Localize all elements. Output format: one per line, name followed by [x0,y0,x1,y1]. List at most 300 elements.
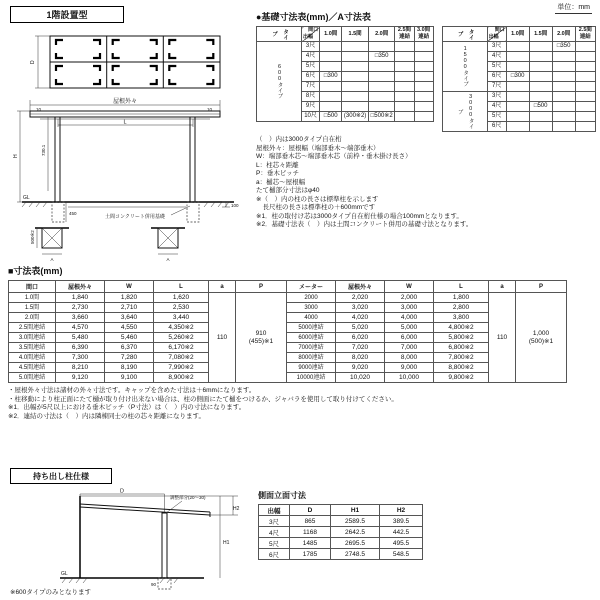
col-header: 2.5間連結 [395,27,414,42]
h1-dim-label: H1 [223,540,230,546]
note-line: 長尺柱の長さは標準柱の＋600mmです [256,204,376,211]
foundation-value-cell [320,82,342,92]
dimension-value: 7,080※2 [154,353,209,363]
plan-depth-label: D [30,60,36,64]
depth-size-cell: 4尺 [259,527,290,538]
col-header: 1.0間 [320,27,342,42]
dimension-value: 6,800※2 [434,343,489,353]
depth-size-cell: 4尺 [487,52,506,62]
foundation-value-cell [342,42,369,52]
depth-size-cell: 3尺 [259,516,290,527]
dimension-notes [8,387,596,421]
note-line: 屋根外々：屋根幅（端部垂木～端部垂木） [256,144,380,152]
dimension-value: 7,020 [336,343,385,353]
dimension-value: 2,710 [105,303,154,313]
dimension-value: 7,990※2 [154,363,209,373]
dimension-value: 2,020 [336,293,385,303]
foundation-section [256,10,596,230]
col-header: 1.0間 [506,27,529,42]
foundation-value-cell: □350 [552,42,575,52]
d-value: 1168 [290,527,331,538]
span-label: 4.0間連結 [9,353,56,363]
embed-depth-label: 450 [69,211,77,216]
foundation-value-cell [552,122,575,132]
foundation-value-cell [395,112,414,122]
foundation-value-cell [395,72,414,82]
h1-value: 2642.5 [331,527,380,538]
note-line: ※1．柱の取付け芯は3000タイプ自在桁仕様の場合100mmとなります。 [256,212,463,220]
span-label: 3.5間連結 [9,343,56,353]
foundation-value-cell [342,102,369,112]
foundation-value-cell [414,62,433,72]
side-elevation-row [259,527,423,538]
cantilever-title: 持ち出し柱仕様 [33,471,89,481]
foundation-value-cell: □500 [320,112,342,122]
foundation-table-1500-3000 [442,26,596,132]
dimension-row [9,313,567,323]
depth-size-cell: 6尺 [302,72,320,82]
dimension-value: 7,280 [105,353,154,363]
foundation-value-cell [342,72,369,82]
note-line: ・屋根外々寸法は諸材の外々寸法です。キャップを含めた寸法は＋6mmになります。 [8,387,256,394]
dimension-value: 6,370 [105,343,154,353]
dimension-value: 5,800※2 [434,333,489,343]
foundation-value-cell [320,62,342,72]
depth-size-cell: 5尺 [487,62,506,72]
d-dim-label: D [120,488,124,495]
col-header: P [516,281,567,293]
col-header: L [154,281,209,293]
type-label: 1500タイプ [442,42,487,92]
height-dim-label: H [13,154,19,158]
unit-label: 単位：mm [555,2,592,14]
foundation-value-cell [506,82,529,92]
side-elevation-section [258,490,478,560]
depth-size-cell: 8尺 [302,92,320,102]
h2-value: 389.5 [380,516,423,527]
dimension-value: 4,550 [105,323,154,333]
depth-size-cell: 3尺 [487,42,506,52]
note-line: L：柱芯々距離 [256,161,299,169]
dimension-value: 2,000 [385,293,434,303]
note-line: ※（ ）内の柱の長さは標準柱を示します [256,195,379,203]
p-value [236,293,287,383]
side-elevation-row [259,549,423,560]
d-value: 865 [290,516,331,527]
meter-label: 8000連結 [287,353,336,363]
foundation-value-cell [368,62,394,72]
meter-label: 7000連結 [287,343,336,353]
span-header: 間口 [308,27,319,33]
dimension-value: 1,840 [56,293,105,303]
foundation-value-cell [506,122,529,132]
col-header: メーター [287,281,336,293]
d-value: 1785 [290,549,331,560]
foundation-value-cell [575,82,595,92]
foundation-value-cell [414,72,433,82]
gl-label: GL [61,571,68,577]
foundation-value-cell [320,102,342,112]
note-line: a：樋芯～屋根幅 [256,178,306,186]
dimension-value: 3,800 [434,313,489,323]
dimension-value: 8,210 [56,363,105,373]
foundation-value-cell [552,62,575,72]
dimension-value: 7,000 [385,343,434,353]
dimension-row [9,333,567,343]
foundation-value-cell [320,92,342,102]
type-label: 3000タイプ [442,92,487,132]
meter-label: 9000連結 [287,363,336,373]
foundation-notes [256,136,596,230]
footing-width-label: A [50,257,54,262]
dimension-row [9,293,567,303]
dim-730-label: 730.1 [41,144,46,156]
dim-90-label: 90 [150,582,156,587]
p-line1: 1,000 [532,329,550,337]
col-header: W [385,281,434,293]
dimension-row [9,353,567,363]
foundation-table-600 [256,26,434,122]
foundation-value-cell [529,62,552,72]
foundation-row [257,42,434,52]
note-line: ※2．連結の寸法は（ ）内は隣棟同士の柱の芯々距離になります。 [8,412,206,420]
dimension-value: 9,020 [336,363,385,373]
h1-value: 2748.5 [331,549,380,560]
depth-size-cell: 4尺 [487,102,506,112]
foundation-value-cell [368,72,394,82]
side-elevation-row [259,538,423,549]
p-line2: (500)※1 [528,337,554,345]
dimension-value: 4,570 [56,323,105,333]
dimension-title: ■寸法表(mm) [8,266,63,276]
col-header: L [434,281,489,293]
bottom-note: ※600タイプのみとなります [10,589,91,596]
front-elevation-drawing [8,96,248,264]
gl-label: GL [23,195,30,201]
foundation-value-cell [368,102,394,112]
header-row [9,281,567,293]
foundation-title: ●基礎寸法表(mm)／A寸法表 [256,12,371,22]
meter-label: 5000連結 [287,323,336,333]
foundation-value-cell [414,82,433,92]
foundation-value-cell [552,72,575,82]
col-header: a [489,281,516,293]
h1-value: 2695.5 [331,538,380,549]
foundation-value-cell [575,42,595,52]
col-header: D [290,505,331,516]
span-label: 5.0間連結 [9,373,56,383]
dimension-value: 4,800※2 [434,323,489,333]
install-type-label: 1階設置型 [46,10,88,20]
dimension-value: 8,800※2 [434,363,489,373]
d-value: 1485 [290,538,331,549]
note-line: P：垂木ピッチ [256,170,300,177]
foundation-value-cell [529,112,552,122]
foundation-row [442,92,595,102]
meter-label: 3000 [287,303,336,313]
span-header: 間口 [494,27,505,33]
edge-offset-left-label: 10 [36,107,42,112]
foundation-value-cell [529,42,552,52]
depth-size-cell: 3尺 [487,92,506,102]
dimension-value: 8,900※2 [154,373,209,383]
type-header: タイプ [257,27,302,42]
foundation-value-cell [552,82,575,92]
dimension-value: 3,000 [385,303,434,313]
foundation-value-cell: □300 [320,72,342,82]
note-line: （ ）内は3000タイプ自在桁 [256,136,342,143]
header-row [257,27,434,42]
dimension-value: 5,260※2 [154,333,209,343]
col-header: H1 [331,505,380,516]
dimension-value: 1,620 [154,293,209,303]
dimension-value: 9,100 [105,373,154,383]
meter-label: 6000連結 [287,333,336,343]
dimension-value: 2,800 [434,303,489,313]
dimension-value: 6,390 [56,343,105,353]
meter-label: 10000連結 [287,373,336,383]
dimension-value: 10,020 [336,373,385,383]
a-value: 110 [489,293,516,383]
dimension-value: 3,440 [154,313,209,323]
col-header: a [209,281,236,293]
foundation-value-cell [368,42,394,52]
concrete-base-label: 土間コンクリート併用基礎 [105,214,165,220]
depth-size-cell: 6尺 [487,122,506,132]
h2-value: 495.5 [380,538,423,549]
col-header: H2 [380,505,423,516]
foundation-value-cell [575,112,595,122]
foundation-value-cell [506,52,529,62]
corner-header [302,27,320,42]
dimension-value: 5,480 [56,333,105,343]
foundation-value-cell [414,42,433,52]
h1-value: 2589.5 [331,516,380,527]
foundation-value-cell [506,112,529,122]
foundation-value-cell [395,52,414,62]
foundation-value-cell [506,42,529,52]
dimension-row [9,373,567,383]
cantilever-title-box [10,468,112,484]
side-elevation-row [259,516,423,527]
col-header: 3.0間連結 [414,27,433,42]
foundation-value-cell [529,122,552,132]
col-header: 屋根外々 [336,281,385,293]
dimension-value: 5,000 [385,323,434,333]
depth-header: 出幅 [488,34,499,40]
dimension-row [9,323,567,333]
foundation-value-cell: □500 [529,102,552,112]
span-label: 2.0間 [9,313,56,323]
foundation-value-cell [395,82,414,92]
dimension-value: 3,660 [56,313,105,323]
span-label: 3.0間連結 [9,333,56,343]
plan-view-drawing [28,26,228,96]
dimension-value: 9,800※2 [434,373,489,383]
foundation-value-cell [552,92,575,102]
foundation-value-cell [368,92,394,102]
col-header: 1.5間 [342,27,369,42]
foundation-value-cell [414,112,433,122]
span-label: 1.5間 [9,303,56,313]
meter-label: 4000 [287,313,336,323]
side-elevation-table [258,504,423,560]
col-header: 間口 [9,281,56,293]
dimension-row [9,303,567,313]
footing-width-label-2: A [166,257,170,262]
foundation-value-cell [529,92,552,102]
foundation-value-cell [529,52,552,62]
col-header: 2.0間 [368,27,394,42]
dimension-value: 3,020 [336,303,385,313]
foundation-value-cell [575,122,595,132]
foundation-value-cell [552,112,575,122]
dimension-value: 3,640 [105,313,154,323]
foundation-value-cell [395,92,414,102]
foundation-value-cell [575,52,595,62]
note-line: W：端部垂木芯～端部垂木芯（前枠・垂木掛け長さ） [256,153,412,160]
foundation-value-cell [529,82,552,92]
dimension-value: 8,190 [105,363,154,373]
edge-offset-right-label: 10 [207,107,213,112]
p-line1: 910 [255,329,267,337]
footing-depth-label: 500※2 [30,230,35,244]
depth-size-cell: 7尺 [487,82,506,92]
foundation-value-cell [414,92,433,102]
dimension-value: 6,000 [385,333,434,343]
depth-size-cell: 4尺 [302,52,320,62]
h2-value: 548.5 [380,549,423,560]
foundation-value-cell: □350 [368,52,394,62]
dimension-row [9,363,567,373]
dimension-value: 6,020 [336,333,385,343]
dimension-value: 10,000 [385,373,434,383]
col-header: 出幅 [259,505,290,516]
type-header: タイプ [442,27,487,42]
foundation-value-cell [342,92,369,102]
foundation-value-cell [395,62,414,72]
foundation-value-cell [395,102,414,112]
foundation-value-cell [575,62,595,72]
corner-header [487,27,506,42]
foundation-value-cell [575,92,595,102]
col-header: 1.5間 [529,27,552,42]
type-label: 600タイプ [257,42,302,122]
foundation-value-cell [575,72,595,82]
depth-size-cell: 9尺 [302,102,320,112]
p-value [516,293,567,383]
foundation-value-cell [529,72,552,82]
col-header: 2.5間連結 [575,27,595,42]
dimension-value: 4,000 [385,313,434,323]
dimension-value: 7,300 [56,353,105,363]
span-label: 4.5間連結 [9,363,56,373]
dimension-value: 8,000 [385,353,434,363]
depth-size-cell: 10尺 [302,112,320,122]
header-row [259,505,423,516]
note-line: ※2．基礎寸法表（ ）内は土間コンクリート併用の基礎寸法となります。 [256,221,473,228]
dimension-value: 9,000 [385,363,434,373]
dimension-value: 9,120 [56,373,105,383]
span-label: 2.5間連結 [9,323,56,333]
depth-size-cell: 7尺 [302,82,320,92]
foundation-value-cell [414,102,433,112]
dimension-value: 8,020 [336,353,385,363]
depth-size-cell: 6尺 [259,549,290,560]
a-value: 110 [209,293,236,383]
dimension-value: 5,460 [105,333,154,343]
foundation-value-cell [552,102,575,112]
depth-size-cell: 5尺 [302,62,320,72]
dimension-value: 2,530 [154,303,209,313]
foundation-value-cell [320,52,342,62]
h2-value: 442.5 [380,527,423,538]
header-row [442,27,595,42]
side-elevation-title: 側面立面寸法 [258,491,306,500]
foundation-value-cell [506,102,529,112]
foundation-value-cell: □300 [506,72,529,82]
col-header: W [105,281,154,293]
h2-dim-label: H2 [233,506,240,512]
depth-size-cell: 5尺 [259,538,290,549]
dimension-value: 4,350※2 [154,323,209,333]
dimension-section [8,264,596,421]
note-line: ・柱移動により柱正面にたて樋が取り付け出来ない場合は、柱の側面にたて樋をつけるか、ジャバラを使用して取り付けてください。 [8,395,398,403]
adjust-label: 調整部分(20～30) [170,495,206,500]
foundation-value-cell [342,62,369,72]
dimension-value: 1,800 [434,293,489,303]
foundation-value-cell: (300※2) [342,112,369,122]
dimension-row [9,343,567,353]
foundation-value-cell [342,52,369,62]
roof-width-dim-label: 屋根外々 [112,99,138,105]
foundation-value-cell [506,92,529,102]
dimension-value: 6,170※2 [154,343,209,353]
foundation-value-cell: □500※2 [368,112,394,122]
depth-size-cell: 5尺 [487,112,506,122]
dimension-value: 2,730 [56,303,105,313]
dimension-table [8,280,567,383]
foundation-value-cell [342,82,369,92]
span-label: 1.0間 [9,293,56,303]
foundation-value-cell [368,82,394,92]
col-header: 2.0間 [552,27,575,42]
depth-size-cell: 3尺 [302,42,320,52]
dimension-value: 5,020 [336,323,385,333]
dimension-value: 4,020 [336,313,385,323]
note-line: たて樋部分寸法はφ40 [256,187,320,194]
note-line: ※1．出幅が5尺以上における垂木ピッチ（P寸法）は（ ）内の寸法になります。 [8,404,246,411]
l-dim-label: L [123,119,127,126]
foundation-value-cell [414,52,433,62]
dimension-value: 7,800※2 [434,353,489,363]
dimension-value: 1,820 [105,293,154,303]
foundation-value-cell [395,42,414,52]
col-header: P [236,281,287,293]
p-line2: (455)※1 [248,337,274,345]
col-header: 屋根外々 [56,281,105,293]
slab-thickness-label: 100 [231,203,239,208]
depth-size-cell: 6尺 [487,72,506,82]
meter-label: 2000 [287,293,336,303]
foundation-value-cell [552,52,575,62]
depth-header: 出幅 [303,34,314,40]
cantilever-drawing [52,486,244,594]
foundation-row [442,42,595,52]
foundation-value-cell [506,62,529,72]
foundation-value-cell [320,42,342,52]
install-type-title [10,6,124,23]
